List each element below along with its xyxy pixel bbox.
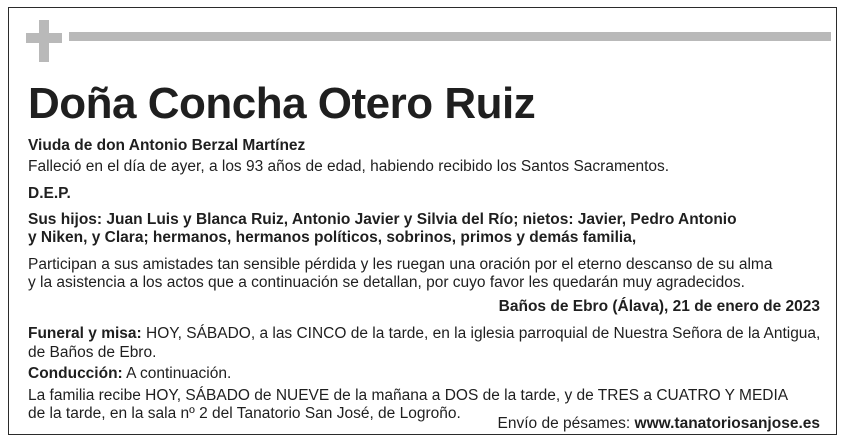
funeral-line-2: de Baños de Ebro. bbox=[28, 344, 157, 361]
condolences-line bbox=[498, 414, 820, 433]
death-line: Falleció en el día de ayer, a los 93 años de edad, habiendo recibido los Santos Sacramentos. bbox=[28, 158, 670, 175]
dep-line: D.E.P. bbox=[28, 185, 71, 202]
funeral-text: HOY, SÁBADO, a las CINCO de la tarde, en la iglesia parroquial de Nuestra Señora de la Antigua, bbox=[141, 325, 821, 342]
notice-line-2: y la asistencia a los actos que a continuación se detallan, por cuyo favor les quedarán muy agradecidos. bbox=[28, 274, 745, 291]
place-date: Baños de Ebro (Álava), 21 de enero de 2023 bbox=[498, 298, 820, 315]
header-rule bbox=[69, 32, 831, 41]
conduccion-label: Conducción: bbox=[28, 365, 123, 382]
funeral-label: Funeral y misa: bbox=[28, 325, 142, 342]
family-line-2: y Niken, y Clara; hermanos, hermanos políticos, sobrinos, primos y demás familia, bbox=[28, 229, 637, 246]
condolences-link[interactable]: www.tanatoriosanjose.es bbox=[634, 415, 820, 432]
cross-icon bbox=[26, 20, 62, 62]
conduccion-text: A continuación. bbox=[122, 365, 232, 382]
family-visit-line-1: La familia recibe HOY, SÁBADO de NUEVE de la mañana a DOS de la tarde, y de TRES a CUATRO Y MEDIA bbox=[28, 387, 789, 404]
condolences-label: Envío de pésames: bbox=[497, 415, 635, 432]
funeral-line-1 bbox=[28, 324, 820, 343]
widow-line: Viuda de don Antonio Berzal Martínez bbox=[28, 137, 306, 154]
conduccion-line bbox=[28, 364, 231, 383]
notice-line-1: Participan a sus amistades tan sensible pérdida y les ruegan una oración por el eterno descanso de su alma bbox=[28, 256, 773, 273]
obituary-card bbox=[8, 7, 837, 435]
family-line-1: Sus hijos: Juan Luis y Blanca Ruiz, Antonio Javier y Silvia del Río; nietos: Javier, Pedro Antonio bbox=[28, 211, 737, 228]
family-visit-line-2: de la tarde, en la sala nº 2 del Tanatorio San José, de Logroño. bbox=[28, 405, 461, 422]
deceased-name: Doña Concha Otero Ruiz bbox=[28, 79, 536, 128]
